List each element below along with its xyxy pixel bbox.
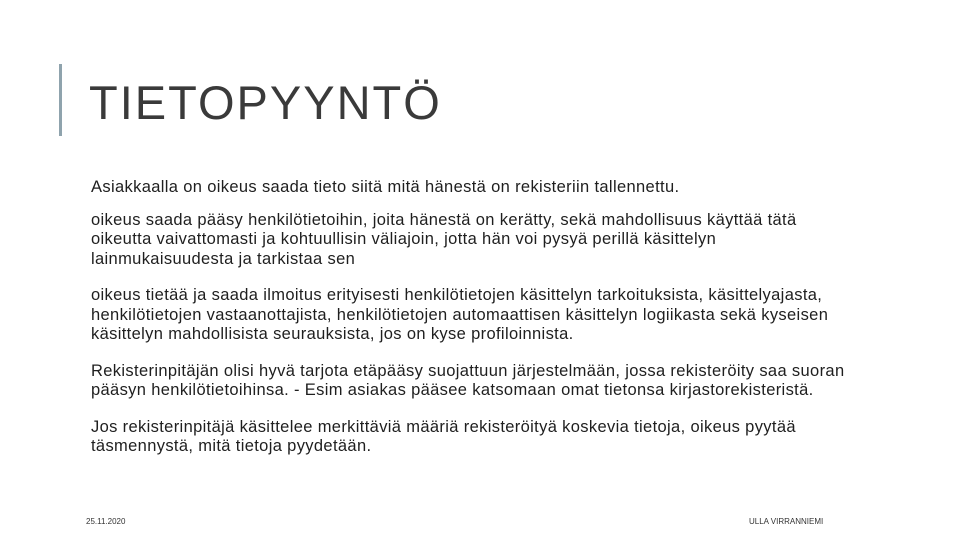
paragraph-3: oikeus tietää ja saada ilmoitus erityisesti henkilötietojen käsittelyn tarkoituksista, käsittelyajasta, henkilötietojen vastaanottajista, henkilötietojen automaattisen käsittelyn logiikasta sekä kyseisen käsittelyn mahdollisista seurauksista, jos on kyse profiloinnista. [91,286,829,343]
slide-title: TIETOPYYNTÖ [89,76,442,129]
paragraph-2: oikeus saada pääsy henkilötietoihin, joita hänestä on kerätty, sekä mahdollisuus käyttää tätä oikeutta vaivattomasti ja kohtuullisin väliajoin, jotta hän voi pysyä perillä käsittelyn lainmukaisuudesta ja tarkistaa sen [91,210,797,268]
paragraph-4: Rekisterinpitäjän olisi hyvä tarjota etäpääsy suojattuun järjestelmään, jossa rekisteröity saa suoran pääsyn henkilötietoihinsa. - Esim asiakas pääsee katsomaan omat tietonsa kirjastorekisteristä. [91,361,845,399]
paragraph-5: Jos rekisterinpitäjä käsittelee merkittäviä määriä rekisteröityä koskevia tietoja, oikeus pyytää täsmennystä, mitä tietoja pyydetään. [91,417,796,455]
footer-date: 25.11.2020 [86,517,126,526]
paragraph-1: Asiakkaalla on oikeus saada tieto siitä mitä hänestä on rekisteriin tallennettu. [91,178,680,196]
title-accent-bar [59,64,62,136]
slide-body [91,178,851,474]
footer-author: ULLA VIRRANNIEMI [749,517,824,526]
